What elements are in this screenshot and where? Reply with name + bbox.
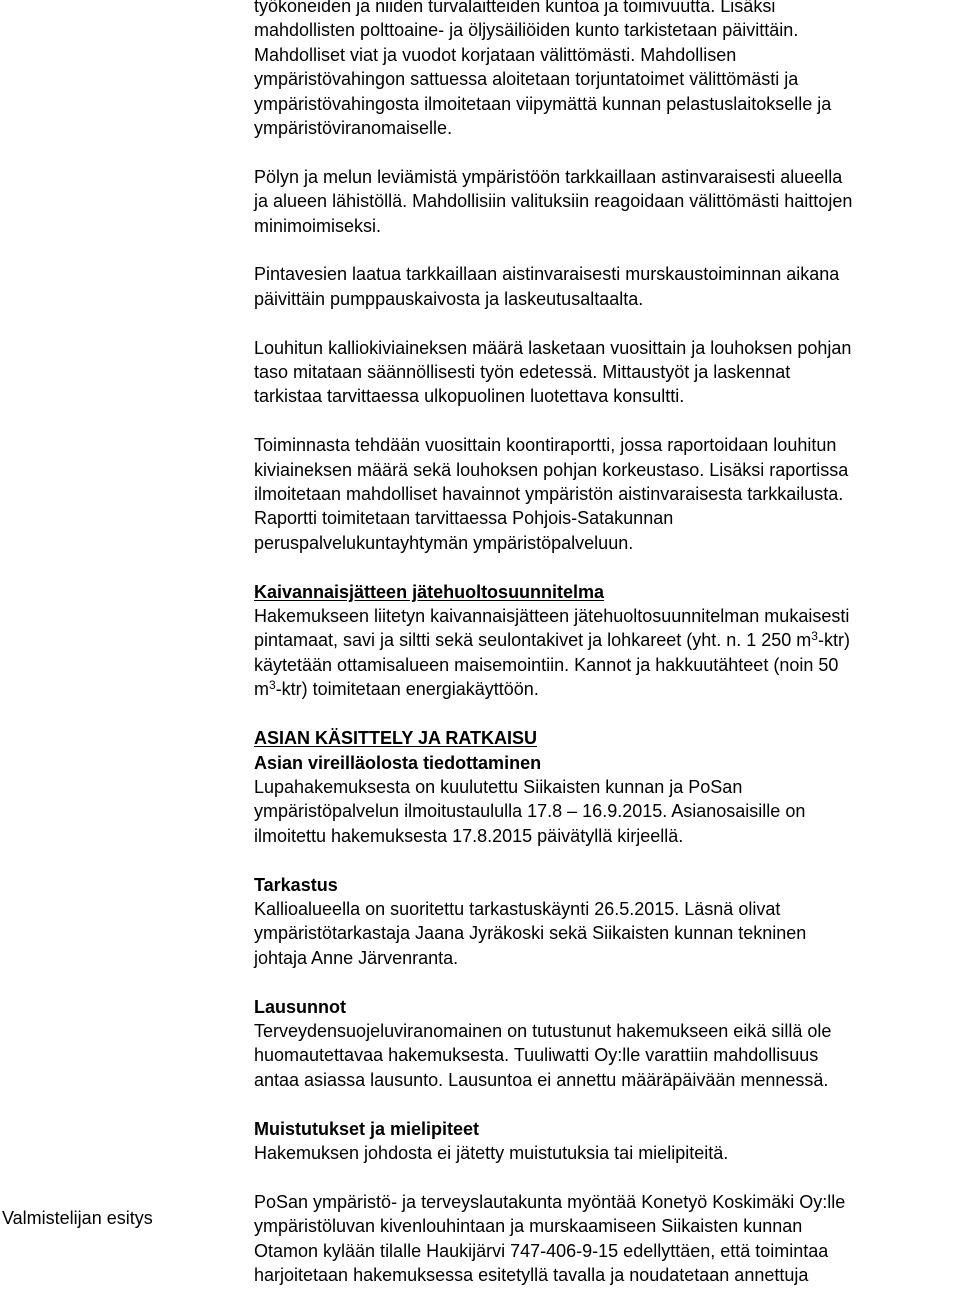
text-line: taso mitataan säännöllisesti työn edetessä. Mittaustyöt ja laskennat bbox=[254, 362, 791, 383]
text-line: ympäristövahingosta ilmoitetaan viipymättä kunnan pelastuslaitokselle ja bbox=[254, 93, 832, 114]
text-line: käytetään ottamisalueen maisemointiin. Kannot ja hakkuutähteet (noin 50 bbox=[254, 654, 839, 675]
text-line: työkoneiden ja niiden turvalaitteiden kuntoa ja toimivuutta. Lisäksi bbox=[254, 0, 776, 16]
text-fragment: -ktr) toimitetaan energiakäyttöön. bbox=[275, 679, 539, 700]
text-line: PoSan ympäristö- ja terveyslautakunta myöntää Konetyö Koskimäki Oy:lle bbox=[254, 1191, 846, 1212]
text-line: Pintavesien laatua tarkkaillaan aistinvaraisesti murskaustoiminnan aikana bbox=[254, 264, 840, 285]
paragraph-surface-water bbox=[254, 262, 958, 311]
text-line: huomautettavaa hakemuksesta. Tuuliwatti Oy:lle varattiin mahdollisuus bbox=[254, 1045, 819, 1066]
text-line: mahdollisten polttoaine- ja öljysäiliöiden kunto tarkistetaan päivittäin. bbox=[254, 20, 799, 41]
paragraph-annual-report bbox=[254, 433, 958, 555]
section-waste-plan bbox=[254, 580, 958, 702]
text-line: Louhitun kalliokiviaineksen määrä lasketaan vuosittain ja louhoksen pohjan bbox=[254, 337, 852, 358]
superscript: 3 bbox=[269, 678, 276, 693]
text-line: peruspalvelukuntayhtymän ympäristöpalveluun. bbox=[254, 532, 634, 553]
text-line: ympäristöviranomaiselle. bbox=[254, 118, 453, 139]
paragraph-monitoring-equipment bbox=[254, 0, 958, 140]
section-objections bbox=[254, 1117, 958, 1166]
text-line: johtaja Anne Järvenranta. bbox=[254, 947, 459, 968]
text-line: ympäristötarkastaja Jaana Jyräkoski sekä Siikaisten kunnan tekninen bbox=[254, 923, 807, 944]
text-line: ympäristöpalvelun ilmoitustaululla 17.8 – 16.9.2015. Asianosaisille on bbox=[254, 801, 806, 822]
text-line: Hakemuksen johdosta ei jätetty muistutuksia tai mielipiteitä. bbox=[254, 1142, 729, 1163]
superscript: 3 bbox=[811, 629, 818, 644]
objections-heading: Muistutukset ja mielipiteet bbox=[254, 1118, 480, 1139]
text-line: Terveydensuojeluviranomainen on tutustunut hakemukseen eikä sillä ole bbox=[254, 1020, 832, 1041]
case-heading: ASIAN KÄSITTELY JA RATKAISU bbox=[254, 728, 538, 749]
statements-heading: Lausunnot bbox=[254, 996, 346, 1017]
text-line: ilmoitetaan mahdolliset havainnot ympäristön aistinvaraisesta tarkkailusta. bbox=[254, 484, 844, 505]
text-line: Lupahakemuksesta on kuulutettu Siikaisten kunnan ja PoSan bbox=[254, 776, 743, 797]
text-line: Hakemukseen liitetyn kaivannaisjätteen jätehuoltosuunnitelman mukaisesti bbox=[254, 606, 850, 627]
inspection-heading: Tarkastus bbox=[254, 874, 338, 895]
section-proposal bbox=[254, 1190, 958, 1288]
text-line bbox=[254, 677, 958, 701]
section-statements bbox=[254, 995, 958, 1093]
text-line: tarkistaa tarvittaessa ulkopuolinen luotettava konsultti. bbox=[254, 386, 685, 407]
notice-heading: Asian vireilläolosta tiedottaminen bbox=[254, 752, 542, 773]
text-line: minimoimiseksi. bbox=[254, 215, 382, 236]
text-line: Pölyn ja melun leviämistä ympäristöön tarkkaillaan astinvaraisesti alueella bbox=[254, 166, 843, 187]
text-fragment: m bbox=[254, 679, 269, 700]
text-line: ilmoitettu hakemuksesta 17.8.2015 päivätyllä kirjeellä. bbox=[254, 825, 684, 846]
text-line: Toiminnasta tehdään vuosittain koontiraportti, jossa raportoidaan louhitun bbox=[254, 435, 837, 456]
document-body bbox=[254, 0, 958, 1312]
text-line: ympäristövahingon sattuessa aloitetaan torjuntatoimet välittömästi ja bbox=[254, 69, 799, 90]
text-line: Raportti toimitetaan tarvittaessa Pohjois-Satakunnan bbox=[254, 508, 674, 529]
section-inspection bbox=[254, 873, 958, 971]
paragraph-quarry-measurement bbox=[254, 336, 958, 409]
section-case-handling bbox=[254, 726, 958, 848]
text-line: Otamon kylään tilalle Haukijärvi 747-406-9-15 edellyttäen, että toimintaa bbox=[254, 1240, 829, 1261]
paragraph-dust-noise bbox=[254, 165, 958, 238]
text-line: ympäristöluvan kivenlouhintaan ja murskaamiseen Siikaisten kunnan bbox=[254, 1216, 803, 1237]
text-line: päivittäin pumppauskaivosta ja laskeutusaltaalta. bbox=[254, 288, 644, 309]
text-line: harjoitetaan hakemuksessa esitetyllä tavalla ja noudatetaan annettuja bbox=[254, 1264, 809, 1285]
text-fragment: pintamaat, savi ja siltti sekä seulontakivet ja lohkareet (yht. n. 1 250 m bbox=[254, 630, 812, 651]
text-line bbox=[254, 628, 958, 652]
text-line: kiviaineksen määrä sekä louhoksen pohjan korkeustaso. Lisäksi raportissa bbox=[254, 459, 849, 480]
text-line: Mahdolliset viat ja vuodot korjataan välittömästi. Mahdollisen bbox=[254, 44, 737, 65]
text-line: antaa asiassa lausunto. Lausuntoa ei annettu määräpäivään mennessä. bbox=[254, 1069, 829, 1090]
text-line: ja alueen lähistöllä. Mahdollisiin valituksiin reagoidaan välittömästi haittojen bbox=[254, 191, 853, 212]
text-fragment: -ktr) bbox=[817, 630, 850, 651]
proposal-label: Valmistelijan esitys bbox=[2, 1208, 153, 1228]
waste-plan-heading: Kaivannaisjätteen jätehuoltosuunnitelma bbox=[254, 581, 605, 602]
text-line: Kallioalueella on suoritettu tarkastuskäynti 26.5.2015. Läsnä olivat bbox=[254, 898, 781, 919]
